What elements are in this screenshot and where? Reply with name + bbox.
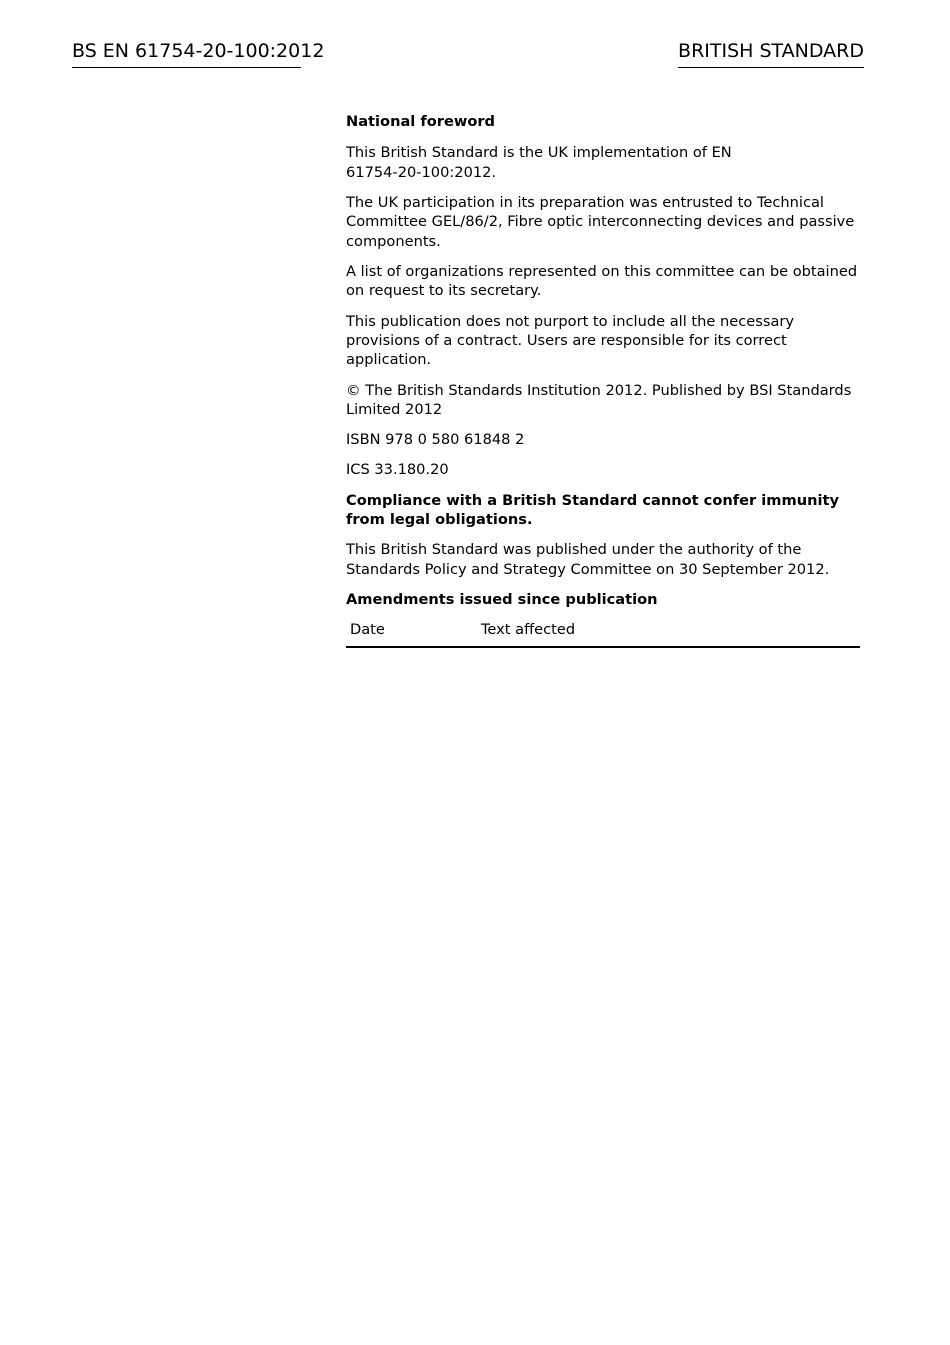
authority-paragraph: This British Standard was published under the authority of the Standards Policy and Strategy Committee on 30 September 2012. xyxy=(346,541,830,578)
column-header-date: Date xyxy=(346,620,477,646)
standard-type: BRITISH STANDARD xyxy=(678,39,864,68)
ics: ICS 33.180.20 xyxy=(346,461,449,479)
compliance-statement: Compliance with a British Standard cannot confer immunity from legal obligations. xyxy=(346,491,839,529)
contract-paragraph: This publication does not purport to include all the necessary provisions of a contract. Users are responsible for its correct application. xyxy=(346,312,795,369)
national-foreword xyxy=(346,112,862,648)
document-id: BS EN 61754-20-100:2012 xyxy=(72,39,301,68)
isbn: ISBN 978 0 580 61848 2 xyxy=(346,431,525,449)
amendments-title: Amendments issued since publication xyxy=(346,590,658,608)
organizations-paragraph: A list of organizations represented on this committee can be obtained on request to its secretary. xyxy=(346,263,858,300)
committee-paragraph: The UK participation in its preparation was entrusted to Technical Committee GEL/86/2, Fibre optic interconnecting devices and passive components. xyxy=(346,194,855,250)
implementation-paragraph: This British Standard is the UK implementation of EN 61754-20-100:2012. xyxy=(346,144,732,181)
column-header-text-affected: Text affected xyxy=(477,620,860,646)
foreword-title: National foreword xyxy=(346,113,496,130)
amendments-header-row xyxy=(346,620,860,646)
copyright-paragraph: © The British Standards Institution 2012. Published by BSI Standards Limited 2012 xyxy=(346,381,852,419)
amendments-table xyxy=(346,620,860,647)
